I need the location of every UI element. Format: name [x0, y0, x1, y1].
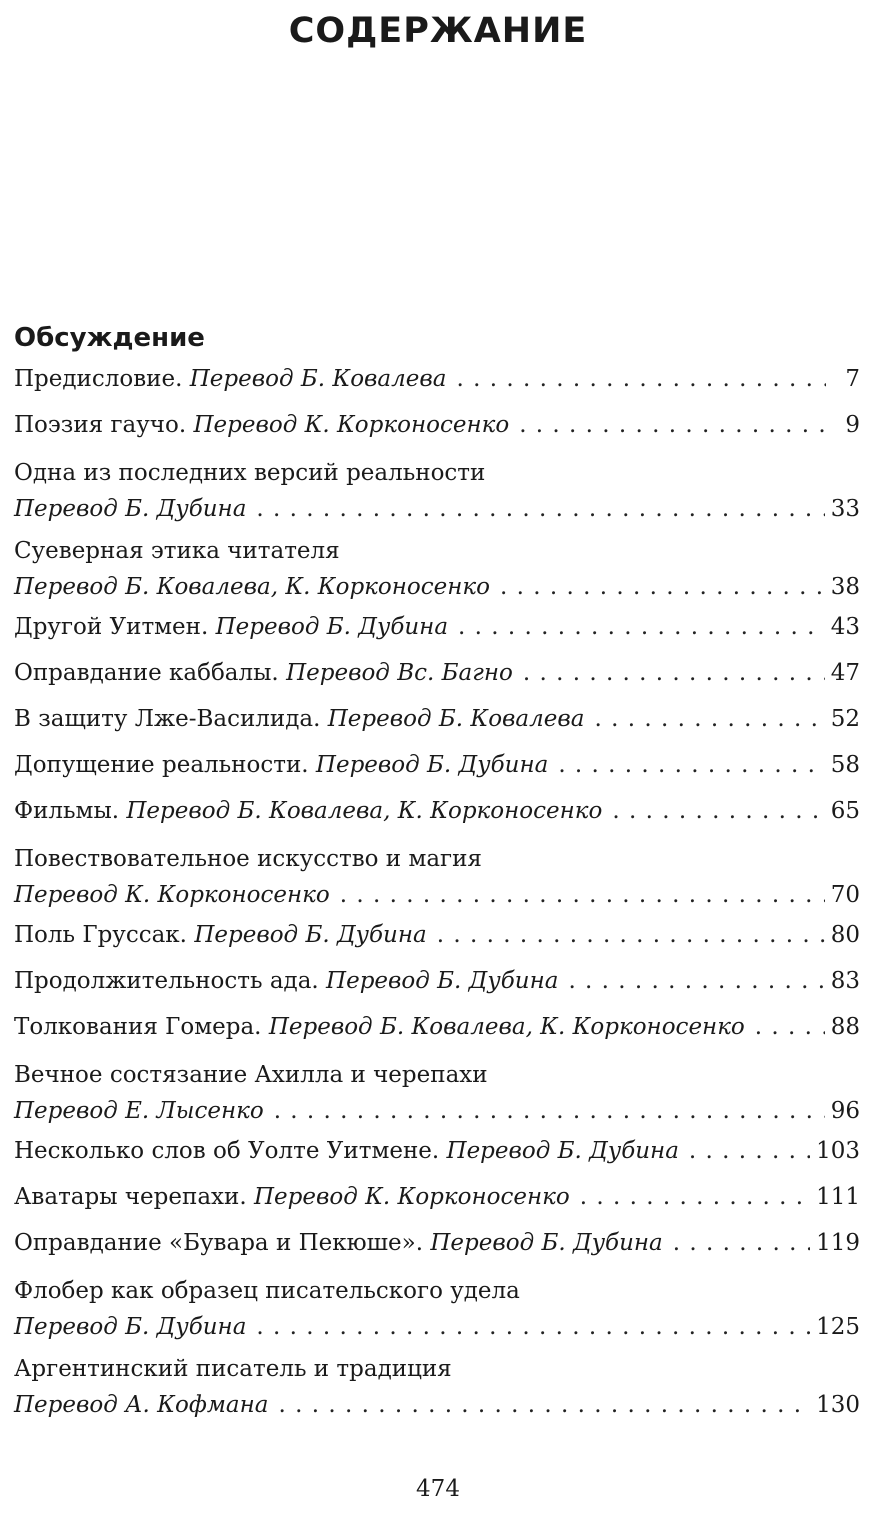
entry-title: Допущение реальности.	[14, 752, 309, 778]
dot-leader	[523, 656, 825, 690]
entry-page-number: 130	[816, 1392, 860, 1418]
toc-entry[interactable]	[14, 1056, 860, 1128]
dot-leader	[500, 570, 825, 604]
entry-page-number: 83	[830, 968, 860, 994]
dot-leader	[673, 1226, 810, 1260]
toc-entry[interactable]	[14, 918, 860, 952]
entry-page-number: 119	[816, 1230, 860, 1256]
entry-translator: Перевод Б. Дубина	[215, 614, 449, 640]
toc-entry[interactable]	[14, 532, 860, 604]
entry-page-number: 80	[830, 922, 860, 948]
entry-translator: Перевод А. Кофмана	[14, 1392, 269, 1418]
toc-entry[interactable]	[14, 656, 860, 690]
entry-title: Суеверная этика читателя	[14, 538, 340, 564]
entry-title: Вечное состязание Ахилла и черепахи	[14, 1062, 488, 1088]
entry-page-number: 9	[845, 412, 860, 438]
entry-translator: Перевод К. Корконосенко	[193, 412, 510, 438]
dot-leader	[558, 748, 824, 782]
dot-leader	[458, 610, 825, 644]
entry-page-number: 52	[830, 706, 860, 732]
toc-entry[interactable]	[14, 610, 860, 644]
dot-leader	[755, 1010, 825, 1044]
entry-page-number: 96	[830, 1098, 860, 1124]
toc-entry[interactable]	[14, 1350, 860, 1422]
toc-entry[interactable]	[14, 408, 860, 442]
entry-title: Несколько слов об Уолте Уитмене.	[14, 1138, 440, 1164]
entry-page-number: 33	[830, 496, 860, 522]
entry-title: Флобер как образец писательского удела	[14, 1278, 520, 1304]
toc-entry[interactable]	[14, 964, 860, 998]
dot-leader	[256, 1310, 810, 1344]
entry-translator: Перевод Б. Ковалева	[189, 366, 447, 392]
entry-page-number: 70	[830, 882, 860, 908]
toc-entry[interactable]	[14, 840, 860, 912]
entry-title: Предисловие.	[14, 366, 183, 392]
dot-leader	[689, 1134, 810, 1168]
dot-leader	[340, 878, 825, 912]
toc-entry[interactable]	[14, 748, 860, 782]
entry-title: Аватары черепахи.	[14, 1184, 247, 1210]
dot-leader	[278, 1388, 810, 1422]
dot-leader	[612, 794, 824, 828]
entry-page-number: 58	[830, 752, 860, 778]
dot-leader	[580, 1180, 810, 1214]
entry-translator: Перевод К. Корконосенко	[14, 882, 330, 908]
entry-translator: Перевод Б. Дубина	[430, 1230, 663, 1256]
entry-translator: Перевод Б. Ковалева, К. Корконосенко	[14, 574, 490, 600]
entry-translator: Перевод Б. Дубина	[14, 1314, 247, 1340]
toc-entry[interactable]	[14, 1010, 860, 1044]
entry-page-number: 125	[816, 1314, 860, 1340]
entry-translator: Перевод Б. Дубина	[194, 922, 427, 948]
entry-title: Оправдание «Бувара и Пекюше».	[14, 1230, 424, 1256]
toc-entry[interactable]	[14, 1180, 860, 1214]
dot-leader	[274, 1094, 825, 1128]
entry-translator: Перевод Б. Дубина	[326, 968, 559, 994]
dot-leader	[437, 918, 825, 952]
toc-entry[interactable]	[14, 1272, 860, 1344]
entry-title: Продолжительность ада.	[14, 968, 319, 994]
entry-page-number: 43	[830, 614, 860, 640]
entry-translator: Перевод К. Корконосенко	[253, 1184, 570, 1210]
entry-title: Толкования Гомера.	[14, 1014, 262, 1040]
toc-entry[interactable]	[14, 454, 860, 526]
entry-page-number: 38	[830, 574, 860, 600]
entry-page-number: 7	[845, 366, 860, 392]
dot-leader	[457, 362, 826, 396]
dot-leader	[256, 492, 824, 526]
entry-title: Одна из последних версий реальности	[14, 460, 486, 486]
section-heading: Обсуждение	[14, 323, 205, 353]
entry-page-number: 65	[830, 798, 860, 824]
entry-translator: Перевод Б. Ковалева, К. Корконосенко	[126, 798, 603, 824]
entry-translator: Перевод Б. Ковалева, К. Корконосенко	[268, 1014, 745, 1040]
table-of-contents	[14, 362, 860, 1428]
entry-title: Оправдание каббалы.	[14, 660, 279, 686]
entry-title: В защиту Лже-Василида.	[14, 706, 321, 732]
page-title: СОДЕРЖАНИЕ	[288, 11, 588, 51]
entry-title: Фильмы.	[14, 798, 120, 824]
entry-translator: Перевод Б. Дубина	[315, 752, 549, 778]
entry-translator: Перевод Б. Дубина	[446, 1138, 679, 1164]
entry-page-number: 47	[830, 660, 860, 686]
entry-page-number: 88	[830, 1014, 860, 1040]
page-folio-number: 474	[416, 1476, 460, 1502]
toc-entry[interactable]	[14, 362, 860, 396]
toc-entry[interactable]	[14, 702, 860, 736]
entry-title: Аргентинский писатель и традиция	[14, 1356, 452, 1382]
entry-title: Другой Уитмен.	[14, 614, 209, 640]
toc-entry[interactable]	[14, 794, 860, 828]
entry-translator: Перевод Б. Ковалева	[327, 706, 585, 732]
toc-entry[interactable]	[14, 1226, 860, 1260]
entry-translator: Перевод Б. Дубина	[14, 496, 247, 522]
entry-title: Повествовательное искусство и магия	[14, 846, 482, 872]
entry-title: Поэзия гаучо.	[14, 412, 187, 438]
entry-title: Поль Груссак.	[14, 922, 187, 948]
entry-page-number: 111	[816, 1184, 860, 1210]
dot-leader	[568, 964, 824, 998]
entry-translator: Перевод Е. Лысенко	[14, 1098, 264, 1124]
entry-translator: Перевод Вс. Багно	[286, 660, 513, 686]
dot-leader	[595, 702, 825, 736]
dot-leader	[519, 408, 826, 442]
toc-entry[interactable]	[14, 1134, 860, 1168]
entry-page-number: 103	[816, 1138, 860, 1164]
